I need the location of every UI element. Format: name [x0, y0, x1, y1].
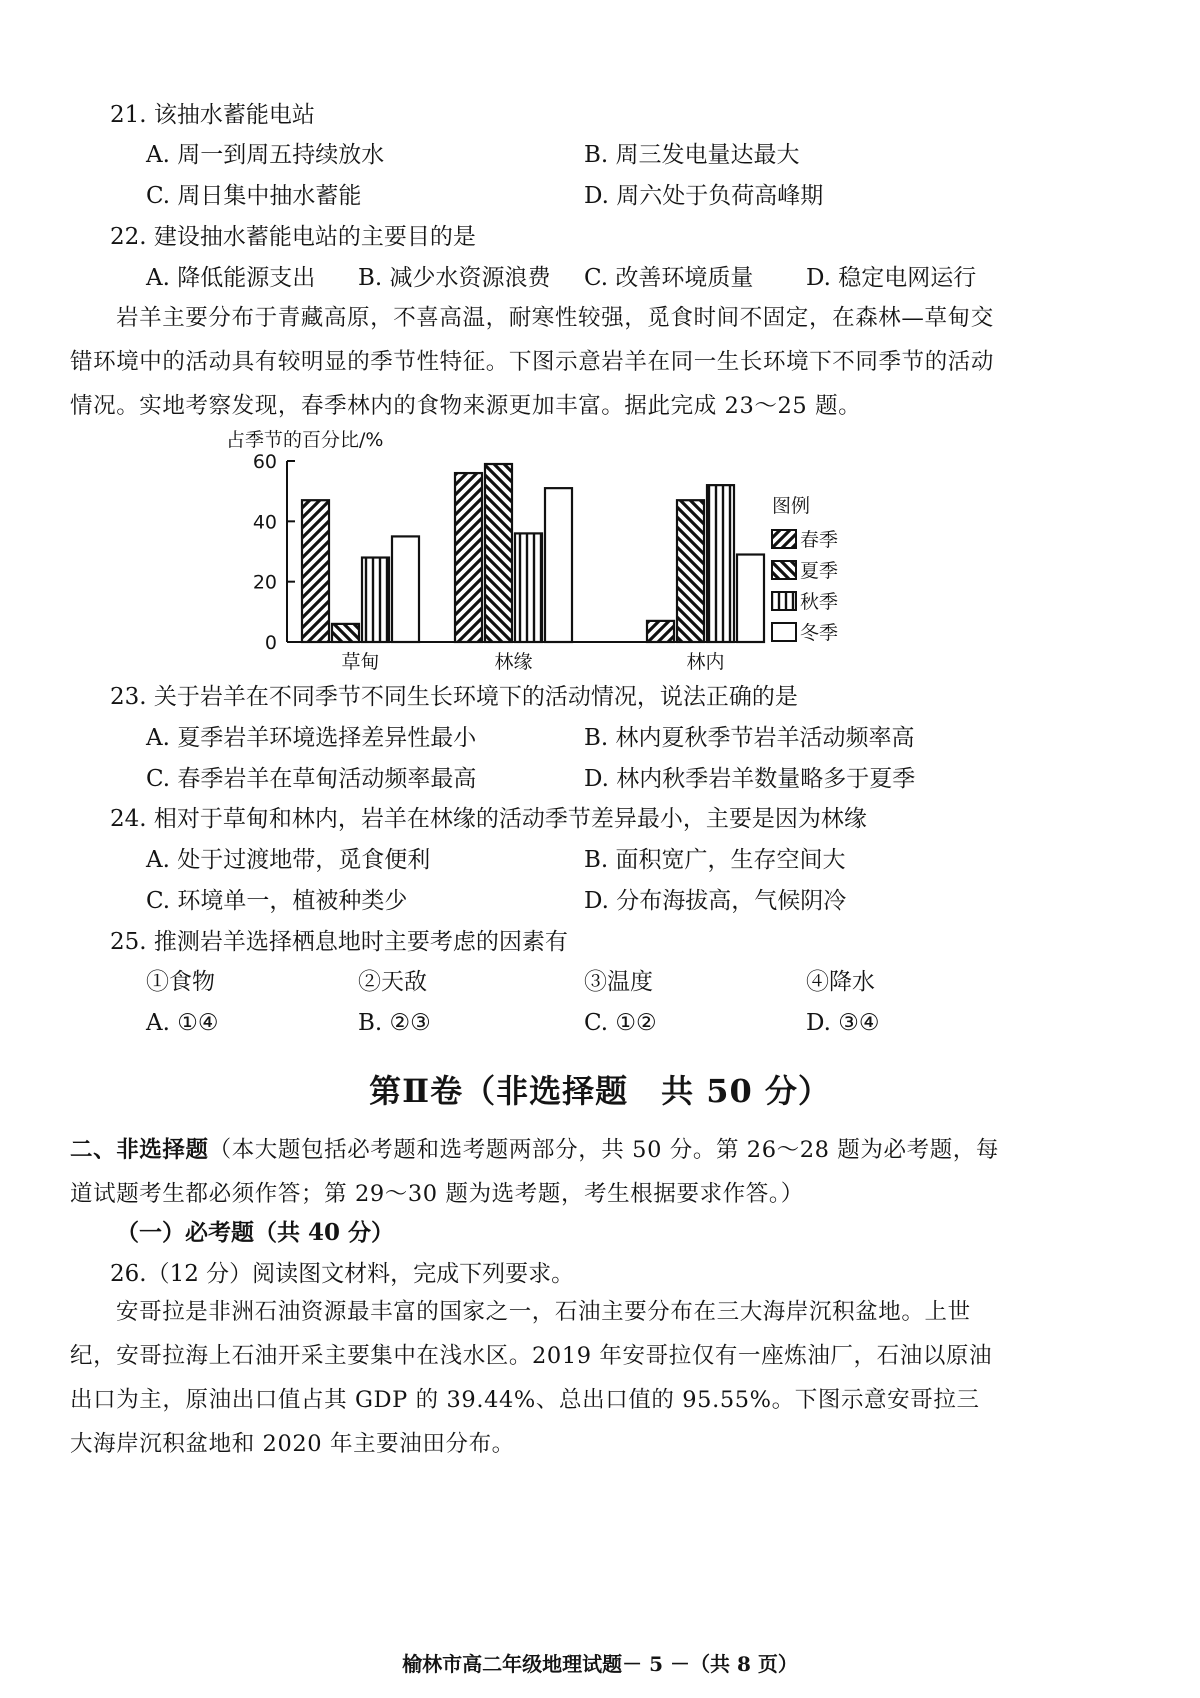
- y-axis-label: 占季节的百分比/%: [226, 429, 384, 451]
- q23-option-a: A. 夏季岩羊环境选择差异性最小: [146, 725, 477, 751]
- q25-option-a: A. ①④: [146, 1010, 219, 1036]
- bar-春季-林缘: [455, 473, 482, 642]
- y-tick-label: 60: [252, 451, 277, 473]
- page-footer: 榆林市高二年级地理试题－ 5 －（共 8 页）: [402, 1652, 798, 1676]
- bar-夏季-草甸: [332, 624, 359, 642]
- q23-option-d: D. 林内秋季岩羊数量略多于夏季: [584, 766, 916, 792]
- y-tick-label: 20: [252, 571, 277, 594]
- q21-stem: 21. 该抽水蓄能电站: [110, 102, 315, 128]
- legend-label-冬季: 冬季: [800, 622, 839, 644]
- legend-label-春季: 春季: [800, 529, 839, 551]
- x-category-label: 草甸: [341, 651, 380, 673]
- bar-冬季-草甸: [392, 536, 419, 642]
- q22-option-d: D. 稳定电网运行: [806, 265, 977, 291]
- q25-item-1: ①食物: [146, 969, 215, 995]
- q24-option-a: A. 处于过渡地带，觅食便利: [146, 847, 431, 873]
- q21-option-d: D. 周六处于负荷高峰期: [584, 183, 824, 209]
- y-tick-label: 40: [252, 511, 277, 534]
- q24-option-d: D. 分布海拔高，气候阴冷: [584, 888, 847, 914]
- legend-title: 图例: [772, 495, 811, 517]
- bar-冬季-林内: [737, 555, 764, 642]
- legend-label-秋季: 秋季: [800, 591, 839, 613]
- q21-option-a: A. 周一到周五持续放水: [146, 142, 385, 168]
- q22-option-a: A. 降低能源支出: [146, 265, 316, 291]
- q22-stem: 22. 建设抽水蓄能电站的主要目的是: [110, 224, 476, 250]
- q26-passage: 安哥拉是非洲石油资源最丰富的国家之一，石油主要分布在三大海岸沉积盆地。上世纪，安哥拉海上石油开采主要集中在浅水区。2019 年安哥拉仅有一座炼油厂，石油以原油出口为主，原油出口值占其 GDP 的 39.44%、总出口值的 95.55%。下图示意安哥拉三大海岸沉积盆地和 2020 年主要油田分布。: [70, 1299, 993, 1457]
- q21-option-b: B. 周三发电量达最大: [584, 142, 800, 168]
- q23-option-b: B. 林内夏秋季节岩羊活动频率高: [584, 725, 915, 751]
- part2-desc: （本大题包括必考题和选考题两部分，共 50 分。第 26～28 题为必考题，每道试题考生都必须作答；第 29～30 题为选考题，考生根据要求作答。）: [70, 1137, 1000, 1207]
- q24-option-c: C. 环境单一，植被种类少: [146, 888, 408, 914]
- legend-swatch-冬季: [772, 623, 796, 641]
- q25-item-2: ②天敌: [358, 969, 427, 995]
- bar-秋季-林内: [707, 485, 734, 642]
- legend-swatch-春季: [772, 530, 796, 548]
- q21-option-c: C. 周日集中抽水蓄能: [146, 183, 362, 209]
- activity-bar-chart: [0, 0, 1200, 700]
- q25-option-b: B. ②③: [358, 1010, 431, 1036]
- bar-春季-草甸: [302, 500, 329, 642]
- legend-label-夏季: 夏季: [800, 560, 839, 582]
- bar-秋季-林缘: [515, 533, 542, 642]
- bar-春季-林内: [647, 621, 674, 642]
- part2-description: [70, 1128, 1000, 1216]
- required-questions-heading: （一）必考题（共 40 分）: [116, 1219, 395, 1246]
- q23-option-c: C. 春季岩羊在草甸活动频率最高: [146, 766, 477, 792]
- q25-option-d: D. ③④: [806, 1010, 880, 1036]
- bar-秋季-草甸: [362, 558, 389, 642]
- passage-yanyang: 岩羊主要分布于青藏高原，不喜高温，耐寒性较强，觅食时间不固定，在森林—草甸交错环境中的活动具有较明显的季节性特征。下图示意岩羊在同一生长环境下不同季节的活动情况。实地考察发现，春季林内的食物来源更加丰富。据此完成 23～25 题。: [70, 305, 995, 419]
- section-title: 第Ⅱ卷（非选择题 共 50 分）: [369, 1072, 831, 1110]
- x-category-label: 林缘: [494, 651, 533, 673]
- q25-item-4: ④降水: [806, 969, 875, 995]
- legend-swatch-秋季: [772, 592, 796, 610]
- q25-item-3: ③温度: [584, 969, 653, 995]
- q25-stem: 25. 推测岩羊选择栖息地时主要考虑的因素有: [110, 929, 568, 955]
- legend-swatch-夏季: [772, 561, 796, 579]
- q24-option-b: B. 面积宽广，生存空间大: [584, 847, 846, 873]
- q23-stem: 23. 关于岩羊在不同季节不同生长环境下的活动情况，说法正确的是: [110, 684, 798, 710]
- part2-label: 二、非选择题: [70, 1137, 209, 1163]
- y-tick-label: 0: [264, 632, 277, 654]
- q26-stem: 26.（12 分）阅读图文材料，完成下列要求。: [110, 1261, 575, 1287]
- bar-夏季-林内: [677, 500, 704, 642]
- q22-option-b: B. 减少水资源浪费: [358, 265, 551, 291]
- x-category-label: 林内: [686, 651, 725, 673]
- q25-option-c: C. ①②: [584, 1010, 657, 1036]
- bar-夏季-林缘: [485, 464, 512, 642]
- q24-stem: 24. 相对于草甸和林内，岩羊在林缘的活动季节差异最小，主要是因为林缘: [110, 806, 867, 832]
- bar-冬季-林缘: [545, 488, 572, 642]
- q22-option-c: C. 改善环境质量: [584, 265, 754, 291]
